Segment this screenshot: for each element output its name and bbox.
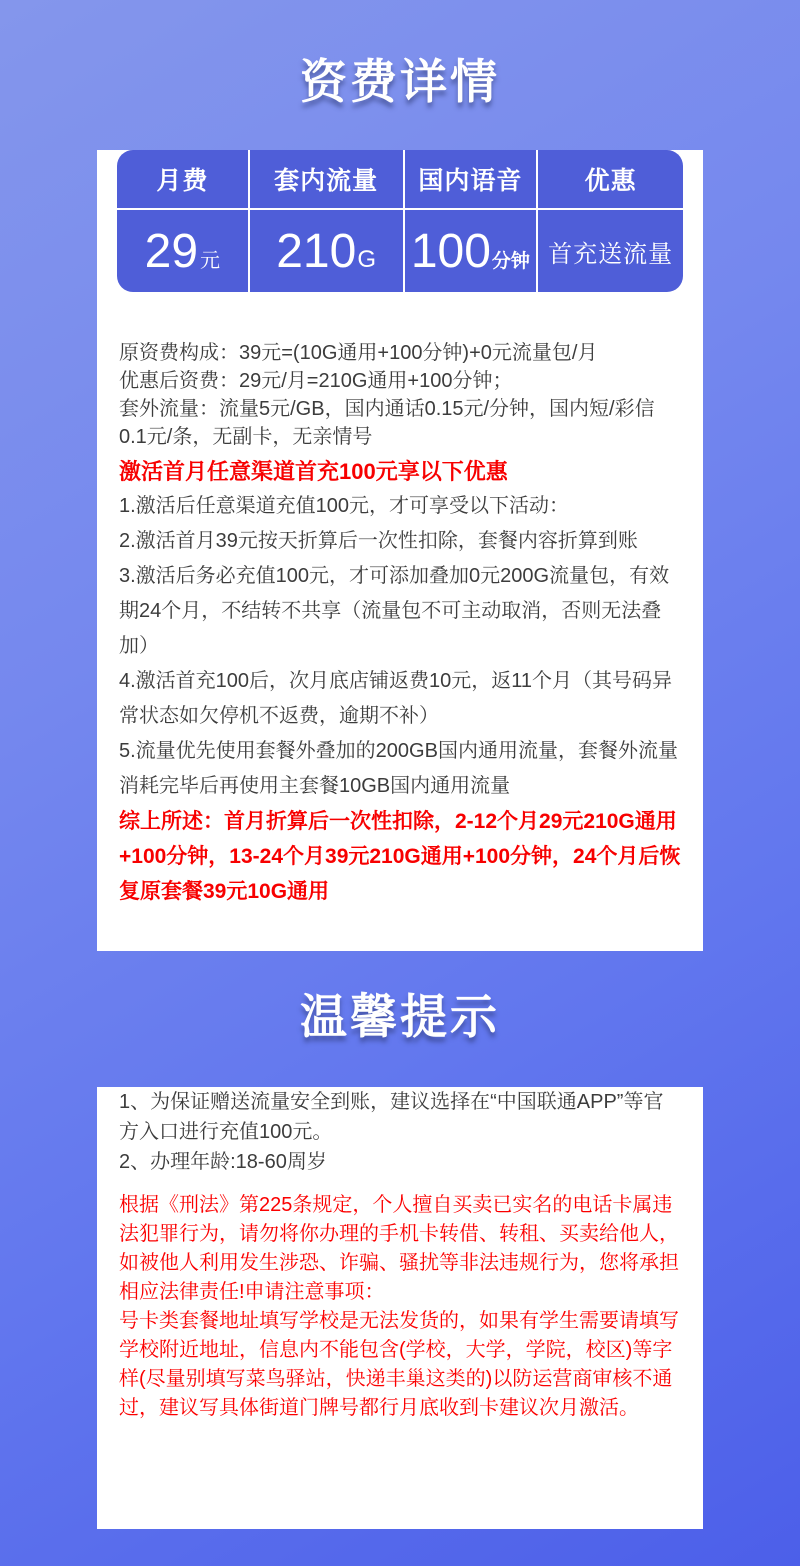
offer-item-5: 5.流量优先使用套餐外叠加的200GB国内通用流量，套餐外流量消耗完毕后再使用主套餐10GB国内通用流量 — [119, 740, 678, 797]
tip-1: 1、为保证赠送流量安全到账，建议选择在“中国联通APP”等官方入口进行充值100元。 — [119, 1091, 664, 1143]
plan-table — [117, 150, 683, 292]
plan-voice-cell — [405, 210, 537, 292]
legal-warning-text — [119, 1191, 681, 1423]
plan-promo-cell — [538, 210, 683, 292]
monthly-fee-value: 29 — [144, 224, 199, 278]
plan-data-cell — [250, 210, 403, 292]
data-value: 210 — [276, 224, 357, 278]
promo-value: 首充送流量 — [548, 240, 674, 268]
plan-table-header-promo: 优惠 — [538, 150, 683, 208]
tip-2: 2、办理年龄:18-60周岁 — [119, 1151, 327, 1173]
warm-tips-card — [97, 1087, 703, 1529]
plan-monthly-fee-cell — [117, 210, 248, 292]
monthly-fee-unit: 元 — [200, 249, 221, 272]
legal-warning: 根据《刑法》第225条规定，个人擅自买卖已实名的电话卡属违法犯罪行为，请勿将你办理的手机卡转借、转租、买卖给他人，如被他人利用发生涉恐、诈骗、骚扰等非法违规行为，您将承担相应法律责任!申请注意事项： — [119, 1194, 679, 1303]
address-notice: 号卡类套餐地址填写学校是无法发货的，如果有学生需要请填写学校附近地址，信息内不能包含(学校，大学，学院，校区)等字样(尽量别填写菜鸟驿站，快递丰巢这类的)以防运营商审核不通过，建议写具体街道门牌号都行月底收到卡建议次月激活。 — [119, 1310, 679, 1419]
fee-detail-text — [119, 339, 681, 909]
plan-table-header-monthly-fee: 月费 — [117, 150, 248, 208]
overage-fee-line: 套外流量：流量5元/GB，国内通话0.15元/分钟，国内短/彩信0.1元/条，无副卡，无亲情号 — [119, 398, 655, 448]
data-unit: G — [357, 245, 376, 273]
tips-text — [119, 1087, 681, 1177]
plan-table-header-data: 套内流量 — [250, 150, 403, 208]
offer-item-4: 4.激活首充100后，次月底店铺返费10元，返11个月（其号码异常状态如欠停机不返费，逾期不补） — [119, 670, 673, 727]
fee-details-card — [97, 150, 703, 951]
fee-details-title: 资费详情 — [300, 55, 500, 108]
discounted-fee-line: 优惠后资费：29元/月=210G通用+100分钟； — [119, 370, 513, 392]
activation-offer-heading: 激活首月任意渠道首充100元享以下优惠 — [119, 459, 508, 484]
warm-tips-title: 温馨提示 — [300, 990, 500, 1043]
voice-value: 100 — [410, 224, 491, 278]
fee-summary: 综上所述：首月折算后一次性扣除，2-12个月29元210G通用+100分钟，13-24个月39元210G通用+100分钟，24个月后恢复原套餐39元10G通用 — [119, 810, 681, 903]
offer-item-3: 3.激活后务必充值100元，才可添加叠加0元200G流量包，有效期24个月，不结转不共享（流量包不可主动取消，否则无法叠加） — [119, 565, 670, 657]
plan-table-header-voice: 国内语音 — [405, 150, 537, 208]
offer-item-2: 2.激活首月39元按天折算后一次性扣除，套餐内容折算到账 — [119, 530, 638, 552]
voice-unit: 分钟 — [491, 250, 530, 272]
original-fee-line: 原资费构成：39元=(10G通用+100分钟)+0元流量包/月 — [119, 342, 598, 364]
plan-table-wrap — [117, 150, 683, 292]
offer-item-1: 1.激活后任意渠道充值100元，才可享受以下活动： — [119, 495, 570, 517]
